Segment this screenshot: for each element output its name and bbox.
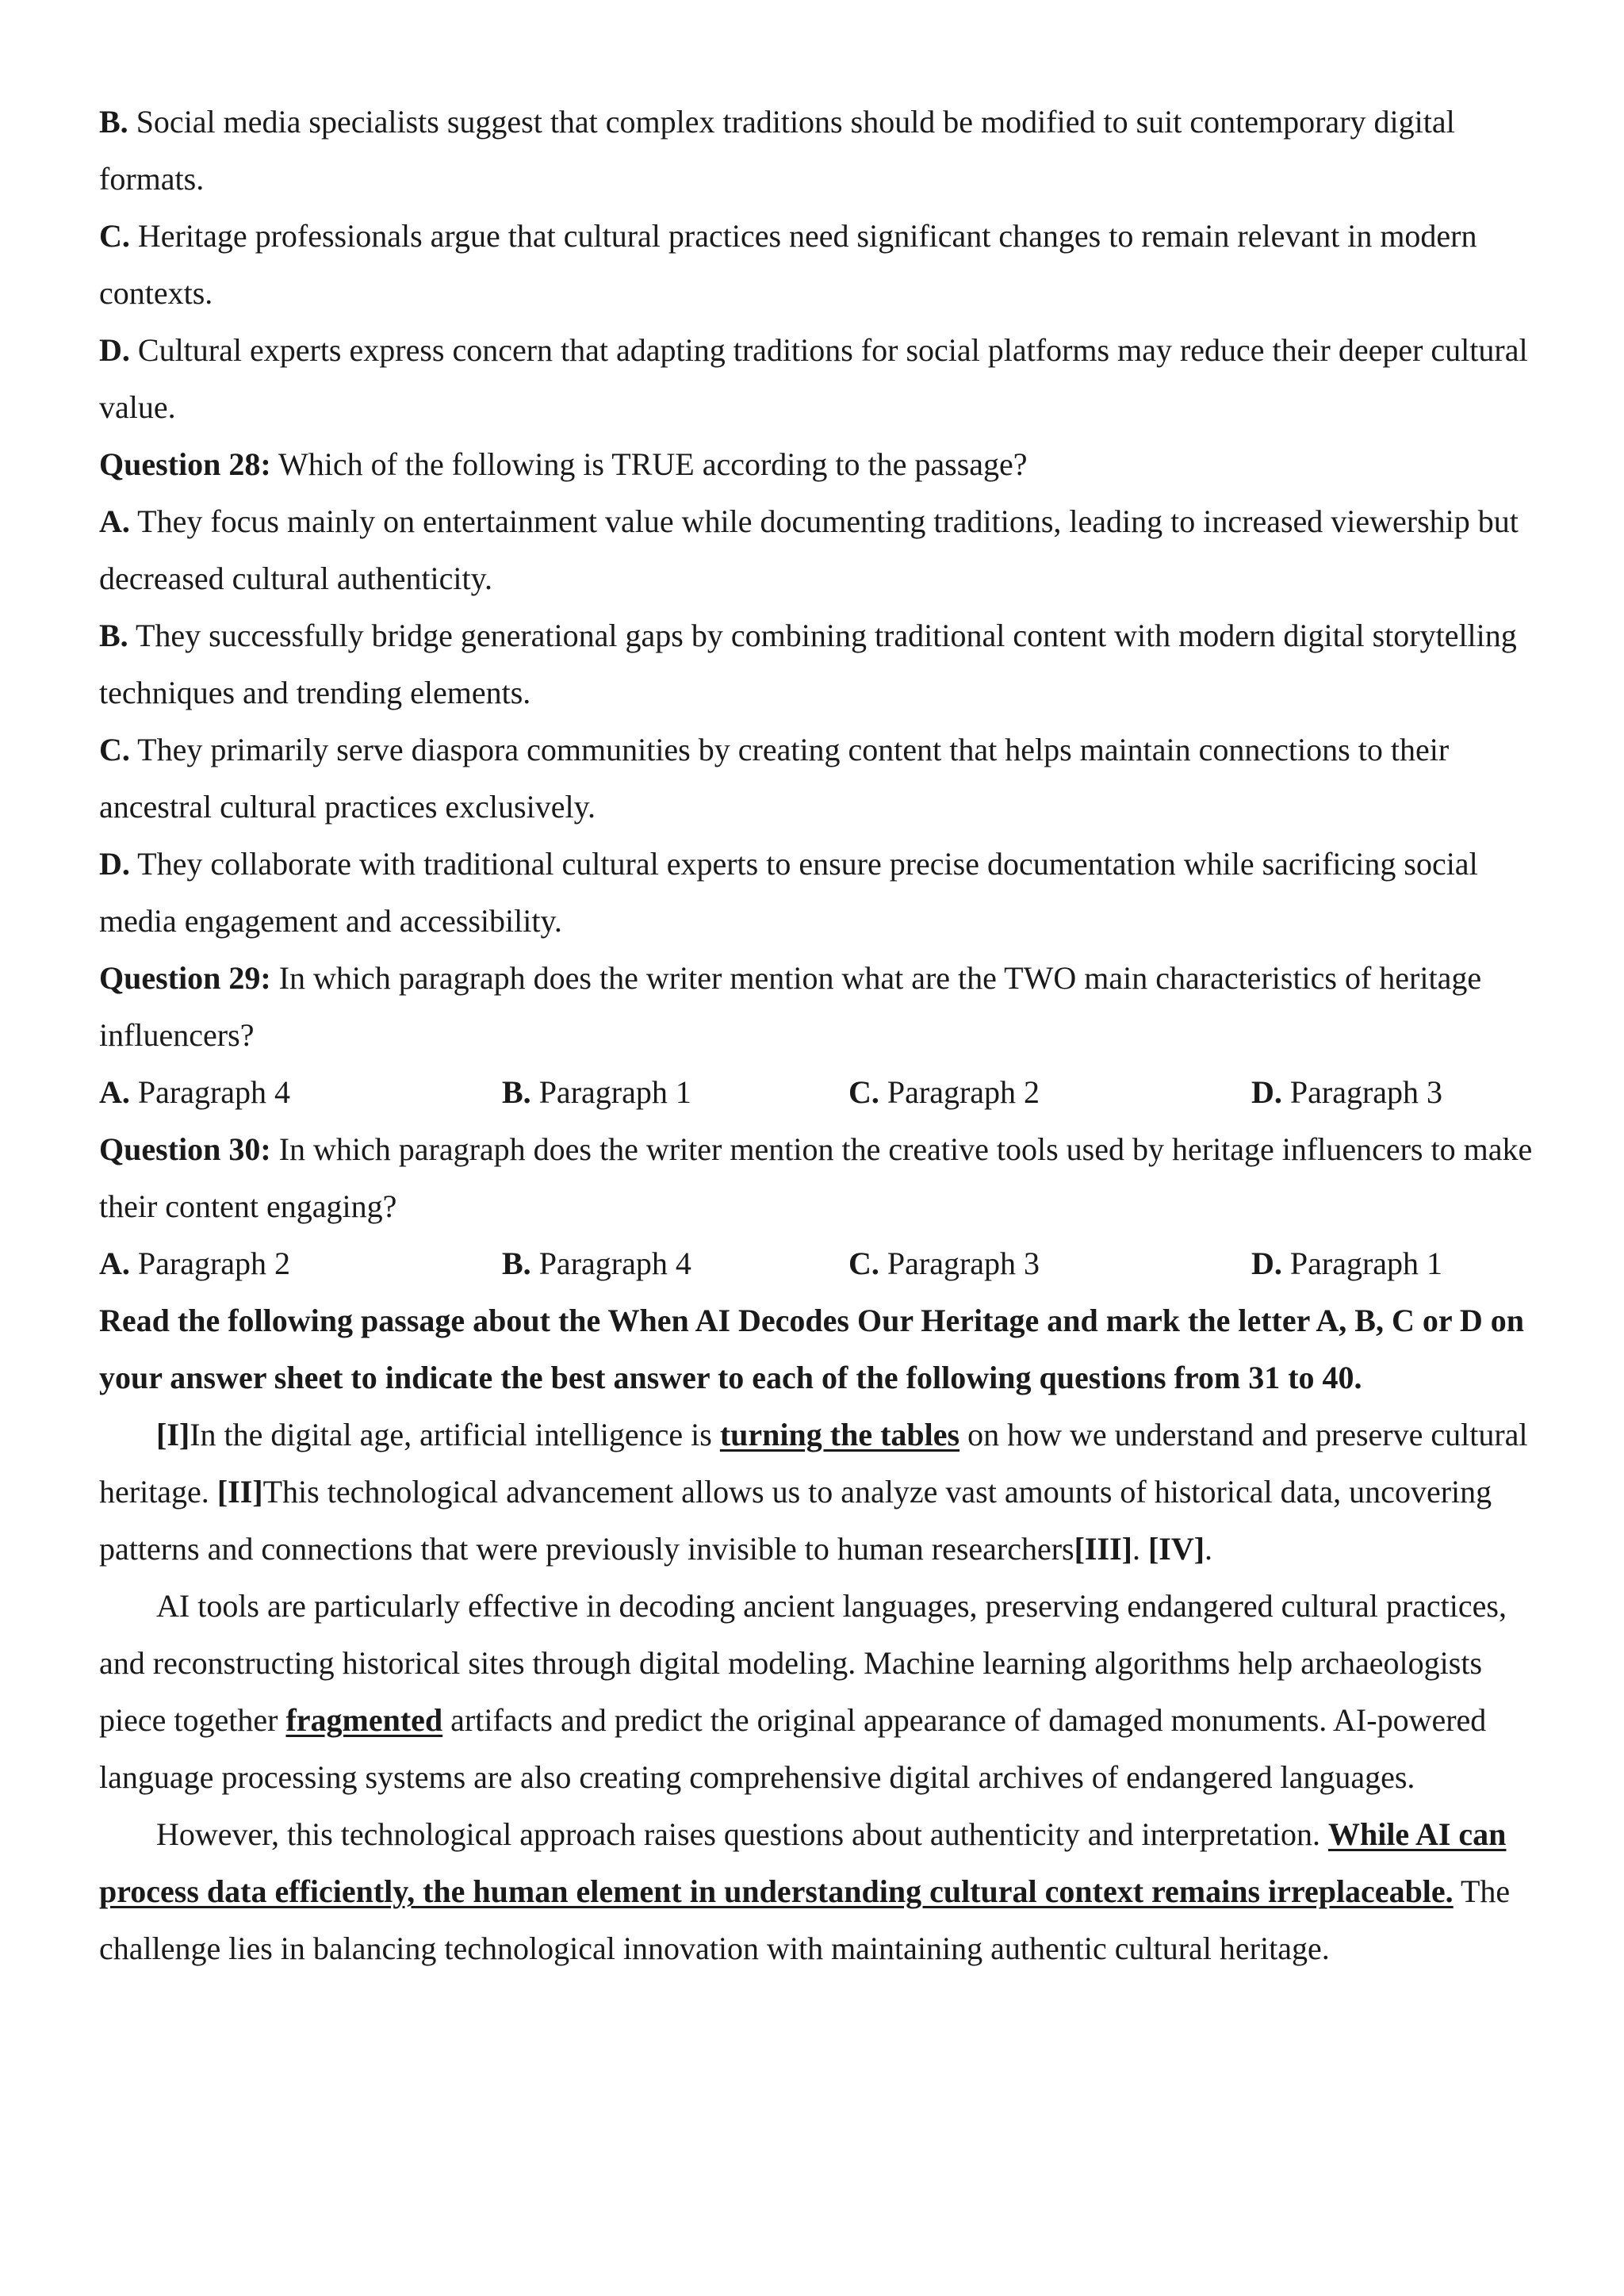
passage-paragraph-3 bbox=[99, 1806, 1542, 1977]
option-letter: B. bbox=[99, 618, 128, 653]
q30-option-a bbox=[99, 1235, 502, 1292]
q28-option-c bbox=[99, 721, 1542, 836]
option-letter: D. bbox=[99, 332, 130, 368]
passage-text: . bbox=[1132, 1531, 1148, 1567]
option-letter: C. bbox=[99, 732, 130, 767]
question-label: Question 30: bbox=[99, 1131, 271, 1167]
passage-text: However, this technological approach raises questions about authenticity and interpretation. bbox=[156, 1816, 1328, 1852]
passage-text: The challenge lies in balancing technological innovation with maintaining authentic cultural heritage. bbox=[99, 1873, 1511, 1966]
q30-options bbox=[99, 1235, 1542, 1292]
option-text: Paragraph 1 bbox=[1281, 1246, 1443, 1281]
passage-text: . bbox=[1205, 1531, 1213, 1567]
position-marker-iv: [IV] bbox=[1147, 1531, 1205, 1567]
q27-option-c bbox=[99, 208, 1542, 322]
option-letter: B. bbox=[99, 104, 128, 140]
question-label: Question 29: bbox=[99, 960, 271, 996]
option-letter: A. bbox=[99, 1246, 130, 1281]
option-letter: C. bbox=[848, 1074, 879, 1110]
passage-text: on how we understand and preserve cultural heritage. bbox=[99, 1417, 1528, 1510]
option-text: They primarily serve diaspora communities by creating content that helps maintain connections to their ancestral cultural practices exclusively. bbox=[99, 732, 1450, 825]
underlined-phrase-turning-the-tables: turning the tables bbox=[719, 1417, 960, 1452]
exam-page bbox=[99, 94, 1542, 1977]
q28-option-a bbox=[99, 493, 1542, 607]
question-text: In which paragraph does the writer mention the creative tools used by heritage influencers to make their content engaging? bbox=[99, 1131, 1533, 1224]
passage-paragraph-2 bbox=[99, 1578, 1542, 1806]
option-text: Cultural experts express concern that adapting traditions for social platforms may reduce their deeper cultural value. bbox=[99, 332, 1528, 425]
option-letter: B. bbox=[502, 1246, 531, 1281]
option-letter: D. bbox=[99, 846, 130, 882]
option-text: Paragraph 2 bbox=[879, 1074, 1040, 1110]
position-marker-ii: [II] bbox=[216, 1474, 263, 1510]
option-text: Paragraph 3 bbox=[1281, 1074, 1443, 1110]
position-marker-iii: [III] bbox=[1074, 1531, 1132, 1567]
option-text: Paragraph 3 bbox=[879, 1246, 1040, 1281]
q28-option-b bbox=[99, 607, 1542, 721]
option-letter: D. bbox=[1251, 1246, 1282, 1281]
option-text: Heritage professionals argue that cultural practices need significant changes to remain relevant in modern contexts. bbox=[99, 218, 1477, 311]
underlined-sentence: While AI can process data efficiently, the human element in understanding cultural context remains irreplaceable. bbox=[99, 1816, 1507, 1909]
option-text: Paragraph 1 bbox=[530, 1074, 691, 1110]
q29-options bbox=[99, 1064, 1542, 1121]
question-text: In which paragraph does the writer mention what are the TWO main characteristics of heritage influencers? bbox=[99, 960, 1482, 1053]
underlined-word-fragmented: fragmented bbox=[285, 1702, 443, 1738]
question-text: Which of the following is TRUE according to the passage? bbox=[270, 446, 1028, 482]
passage-paragraph-1 bbox=[99, 1406, 1542, 1578]
q27-option-d bbox=[99, 322, 1542, 436]
q30-option-b bbox=[502, 1235, 848, 1292]
passage-text: AI tools are particularly effective in decoding ancient languages, preserving endangered cultural practices, and reconstructing historical sites through digital modeling. Machine learning algorithms help archaeologists piece together bbox=[99, 1588, 1507, 1738]
q29-option-d bbox=[1251, 1064, 1537, 1121]
question-label: Question 28: bbox=[99, 446, 271, 482]
q29-stem bbox=[99, 950, 1542, 1064]
q30-stem bbox=[99, 1121, 1542, 1235]
passage-text: In the digital age, artificial intelligence is bbox=[190, 1417, 720, 1452]
q28-option-d bbox=[99, 836, 1542, 950]
q30-option-c bbox=[848, 1235, 1251, 1292]
option-letter: A. bbox=[99, 1074, 130, 1110]
q30-option-d bbox=[1251, 1235, 1537, 1292]
passage-text: This technological advancement allows us to analyze vast amounts of historical data, uncovering patterns and connections that were previously invisible to human researchers bbox=[99, 1474, 1492, 1567]
passage-text: artifacts and predict the original appearance of damaged monuments. AI-powered language processing systems are also creating comprehensive digital archives of endangered languages. bbox=[99, 1702, 1487, 1795]
option-text: They collaborate with traditional cultural experts to ensure precise documentation while sacrificing social media engagement and accessibility. bbox=[99, 846, 1478, 939]
option-text: They focus mainly on entertainment value while documenting traditions, leading to increased viewership but decreased cultural authenticity. bbox=[99, 503, 1519, 596]
reading-instruction: Read the following passage about the When AI Decodes Our Heritage and mark the letter A, B, C or D on your answer sheet to indicate the best answer to each of the following questions from 31 to 40. bbox=[99, 1303, 1525, 1395]
option-text: Paragraph 4 bbox=[129, 1074, 291, 1110]
option-text: Social media specialists suggest that complex traditions should be modified to suit contemporary digital formats. bbox=[99, 104, 1455, 197]
position-marker-i: [I] bbox=[156, 1417, 190, 1452]
q29-option-c bbox=[848, 1064, 1251, 1121]
option-letter: A. bbox=[99, 503, 130, 539]
option-text: They successfully bridge generational gaps by combining traditional content with modern digital storytelling techniques and trending elements. bbox=[99, 618, 1517, 710]
option-text: Paragraph 2 bbox=[129, 1246, 291, 1281]
q28-stem bbox=[99, 436, 1542, 493]
option-letter: C. bbox=[848, 1246, 879, 1281]
option-text: Paragraph 4 bbox=[530, 1246, 691, 1281]
option-letter: B. bbox=[502, 1074, 531, 1110]
option-letter: D. bbox=[1251, 1074, 1282, 1110]
option-letter: C. bbox=[99, 218, 130, 254]
q27-option-b bbox=[99, 94, 1542, 208]
q29-option-b bbox=[502, 1064, 848, 1121]
q29-option-a bbox=[99, 1064, 502, 1121]
